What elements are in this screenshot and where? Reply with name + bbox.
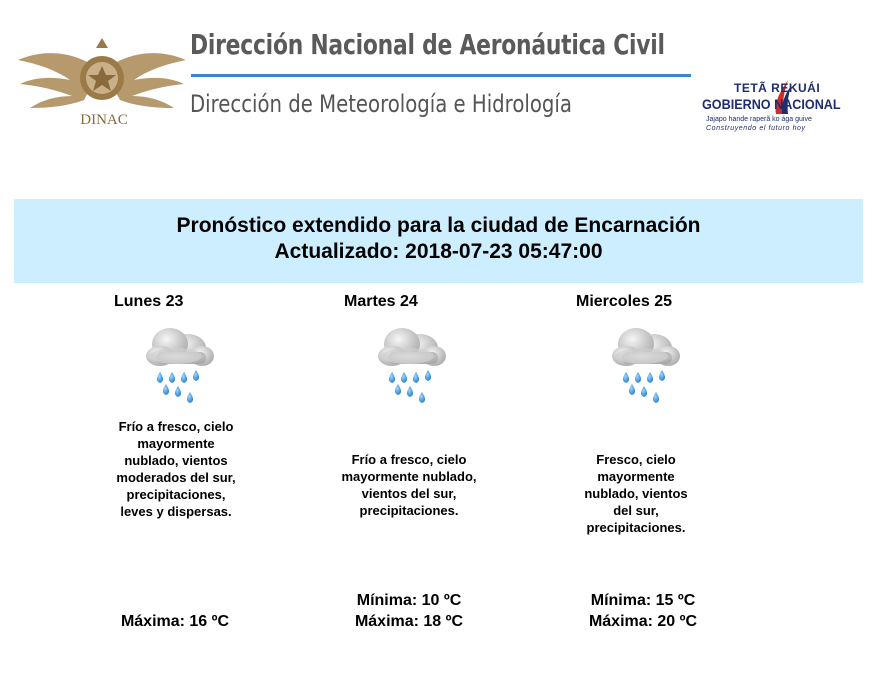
forecast-title: Pronóstico extendido para la ciudad de Encarnación — [176, 214, 701, 237]
day-temperatures — [568, 590, 718, 632]
gov-logo-main: GOBIERNO NACIONAL — [702, 96, 841, 112]
gov-logo-top: TETÃ REKUÁI — [734, 81, 821, 95]
day-name: Miercoles 25 — [576, 293, 673, 310]
temp-max: Máxima: 18 ºC — [354, 613, 464, 630]
forecast-title-box — [14, 199, 863, 283]
day-temperatures — [334, 590, 484, 632]
forecast-day-1 — [72, 292, 236, 630]
day-description: Frío a fresco, cielo mayormente nublado, vientos del sur, precipitaciones. — [341, 452, 477, 518]
temp-min: Mínima: 10 ºC — [356, 592, 462, 609]
day-description: Fresco, cielo mayormente nublado, vientos del sur, precipitaciones. — [584, 452, 688, 535]
agency-banner — [185, 14, 715, 124]
banner-divider — [191, 74, 691, 77]
temp-min: Mínima: 15 ºC — [590, 592, 696, 609]
forecast-updated: Actualizado: 2018-07-23 05:47:00 — [274, 240, 603, 263]
forecast-day-2 — [334, 292, 484, 630]
dinac-logo-text: DINAC — [80, 112, 128, 128]
temp-max: Máxima: 20 ºC — [588, 613, 698, 630]
day-name: Lunes 23 — [114, 293, 184, 310]
day-name: Martes 24 — [344, 293, 418, 310]
gov-logo-tagline-guarani: Jajapo hande raperã ko ága guive — [706, 116, 812, 123]
day-description: Frío a fresco, cielo mayormente nublado, vientos moderados del sur, precipitaciones, leves y dispersas. — [116, 419, 236, 519]
agency-title: Dirección Nacional de Aeronáutica Civil — [190, 28, 665, 61]
day-temperatures — [100, 611, 250, 632]
temp-max: Máxima: 16 ºC — [120, 613, 230, 630]
gobierno-nacional-logo — [700, 78, 860, 142]
cloud-rain-icon — [140, 320, 220, 410]
forecast-day-3 — [568, 292, 718, 630]
agency-subtitle: Dirección de Meteorología e Hidrología — [190, 90, 572, 118]
cloud-rain-icon — [606, 320, 686, 410]
gov-logo-tagline-spanish: Construyendo el futuro hoy — [706, 125, 806, 132]
page-header — [0, 0, 885, 150]
cloud-rain-icon — [372, 320, 452, 410]
